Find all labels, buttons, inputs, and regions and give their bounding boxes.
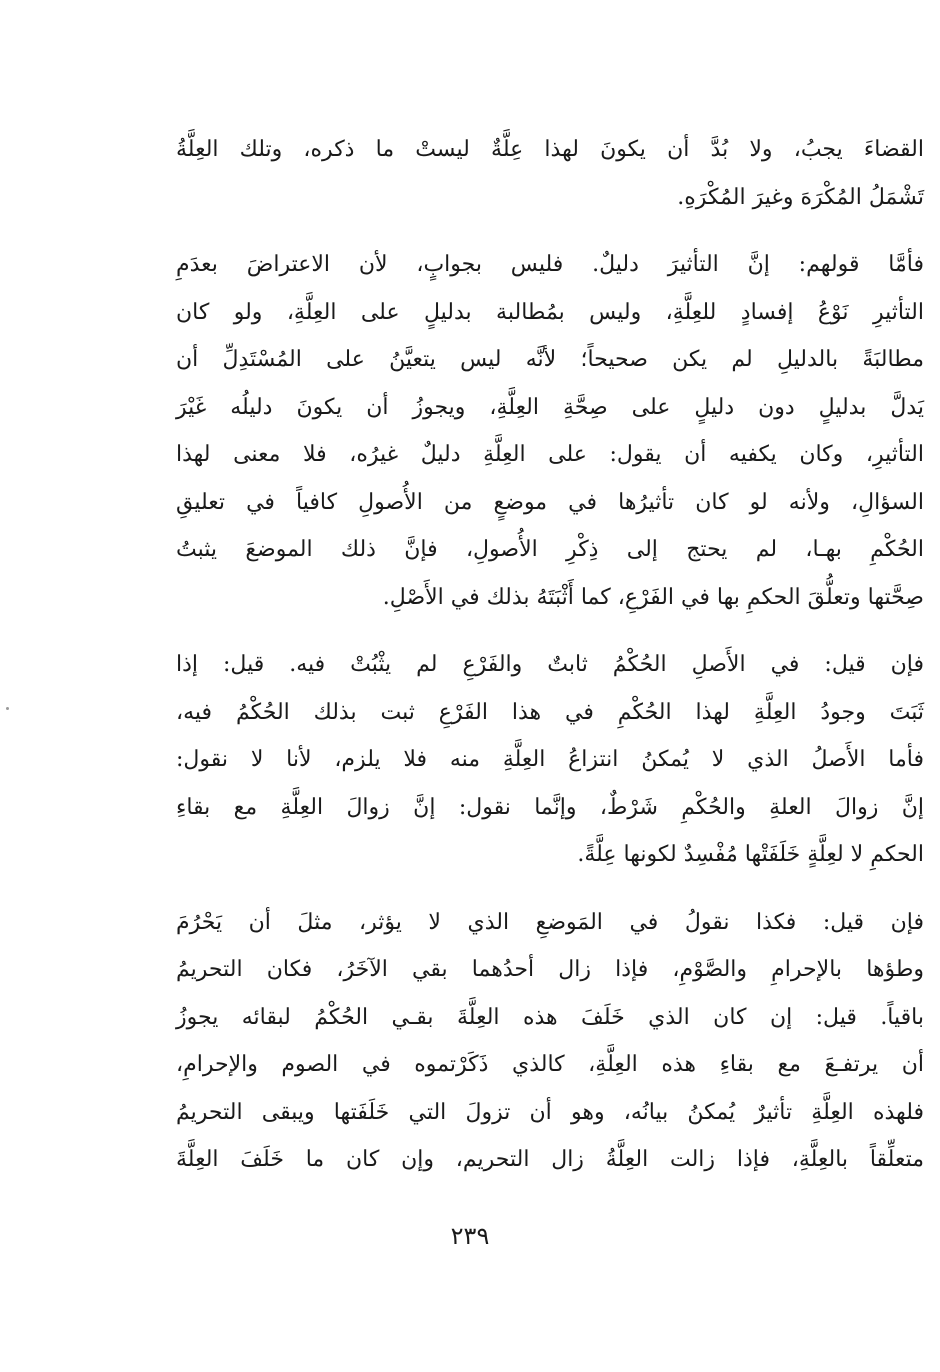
text-line: أن يرتفـعَ مع بقاءِ هذه العِلَّةِ، كالذي ذَكَرْتموه في الصوم والإحرامِ،	[176, 1052, 924, 1077]
text-line: مطالبَةً بالدليلِ لم يكن صحيحاً؛ لأنَّه ليس يتعيَّنُ على المُسْتَدِلِّ أن	[176, 347, 924, 372]
text-line: متعلِّقاً بالعِلَّةِ، فإذا زالت العِلَّةُ زال التحريم، وإن كان ما خَلَفَ العِلَّةَ	[176, 1147, 924, 1172]
paragraph-3	[176, 641, 924, 879]
scan-speck	[6, 707, 9, 710]
text-line: فإن قيل: في الأَصلِ الحُكْمُ ثابتٌ والفَرْعِ لم يثْبُتْ فيه. قيل: إذا	[176, 652, 924, 677]
text-line: فإن قيل: فكذا نقولُ في المَوضعِ الذي لا يؤثر، مثلَ أن يَحْرُمَ	[176, 909, 924, 935]
body-text	[176, 126, 924, 1184]
text-line: السؤالِ، ولأنه لو كان تأثيرُها في موضعٍ من الأُصولِ كافياً في تعليقِ	[176, 489, 924, 515]
text-line: وطؤها بالإحرامِ والصَّوْمِ، فإذا زال أحدُهما بقي الآخَرُ، فكان التحريمُ	[176, 957, 924, 982]
text-line: فلهذه العِلَّةِ تأثيرٌ يُمكنُ بيانُه، وهو أن تزولَ التي خَلَفَتها ويبقى التحريمُ	[176, 1099, 924, 1125]
text-line: القضاءَ يجبُ، ولا بُدَّ أن يكونَ لهذا عِلَّةٌ ليستْ ما ذكره، وتلك العِلَّةُ	[176, 137, 924, 162]
text-line: صِحَّتها وتعلُّقَ الحكمِ بها في الفَرْعِ، كما أَثْبَتَهُ بذلك في الأَصْلِ.	[382, 584, 924, 610]
text-line: الحكمِ لا لعِلَّةٍ خَلَفَتْها مُفْسِدٌ لكونها عِلَّةً.	[577, 842, 924, 867]
text-line: الحُكْمِ بهـا، لم يحتج إلى ذِكْرِ الأُصولِ، فإنَّ ذلك الموضعَ يثبتُ	[176, 537, 924, 562]
text-line: يَدلَّ بدليلٍ دون دليلٍ على صِحَّةِ العِلَّةِ، ويجوزُ أن يكونَ دليلُه غَيْرَ	[176, 394, 924, 420]
text-line: باقياً. قيل: إن كان الذي خَلَفَ هذه العِلَّةَ بقـي الحُكْمُ لبقائه يجوزُ	[176, 1004, 924, 1030]
text-line: تَشْمَلُ المُكْرَهَ وغيرَ المُكْرَهِ.	[677, 184, 924, 210]
text-line: فأما الأَصلُ الذي لا يُمكنُ انتزاعُ العِلَّةِ منه فلا يلزم، لأنا لا نقول:	[176, 747, 924, 772]
text-line: ثَبَتَ وجودُ العِلَّةِ لهذا الحُكْمِ في هذا الفَرْعِ ثبت بذلك الحُكْمُ فيه،	[176, 699, 924, 725]
paragraph-2	[176, 241, 924, 621]
text-line: التأثيرِ نَوْعُ إفسادٍ للعِلَّةِ، وليس بمُطالبة بدليلٍ على العِلَّةِ، ولو كان	[176, 299, 924, 325]
paragraph-1	[176, 126, 924, 221]
text-line: التأثيرِ، وكان يكفيه أن يقول: على العِلَّةِ دليلٌ غيرُه، فلا معنى لهذا	[176, 442, 924, 467]
text-line: إنَّ زوالَ العلةِ والحُكْمِ شَرْطٌ، وإنَّما نقول: إنَّ زوالَ العِلَّةِ مع بقاءِ	[176, 794, 924, 820]
page-number: ٢٣٩	[450, 1222, 490, 1250]
paragraph-4	[176, 899, 924, 1184]
text-line: فأمَّا قولهم: إنَّ التأثيرَ دليلٌ. فليس بجوابٍ، لأن الاعتراضَ بعدَمِ	[176, 252, 924, 277]
